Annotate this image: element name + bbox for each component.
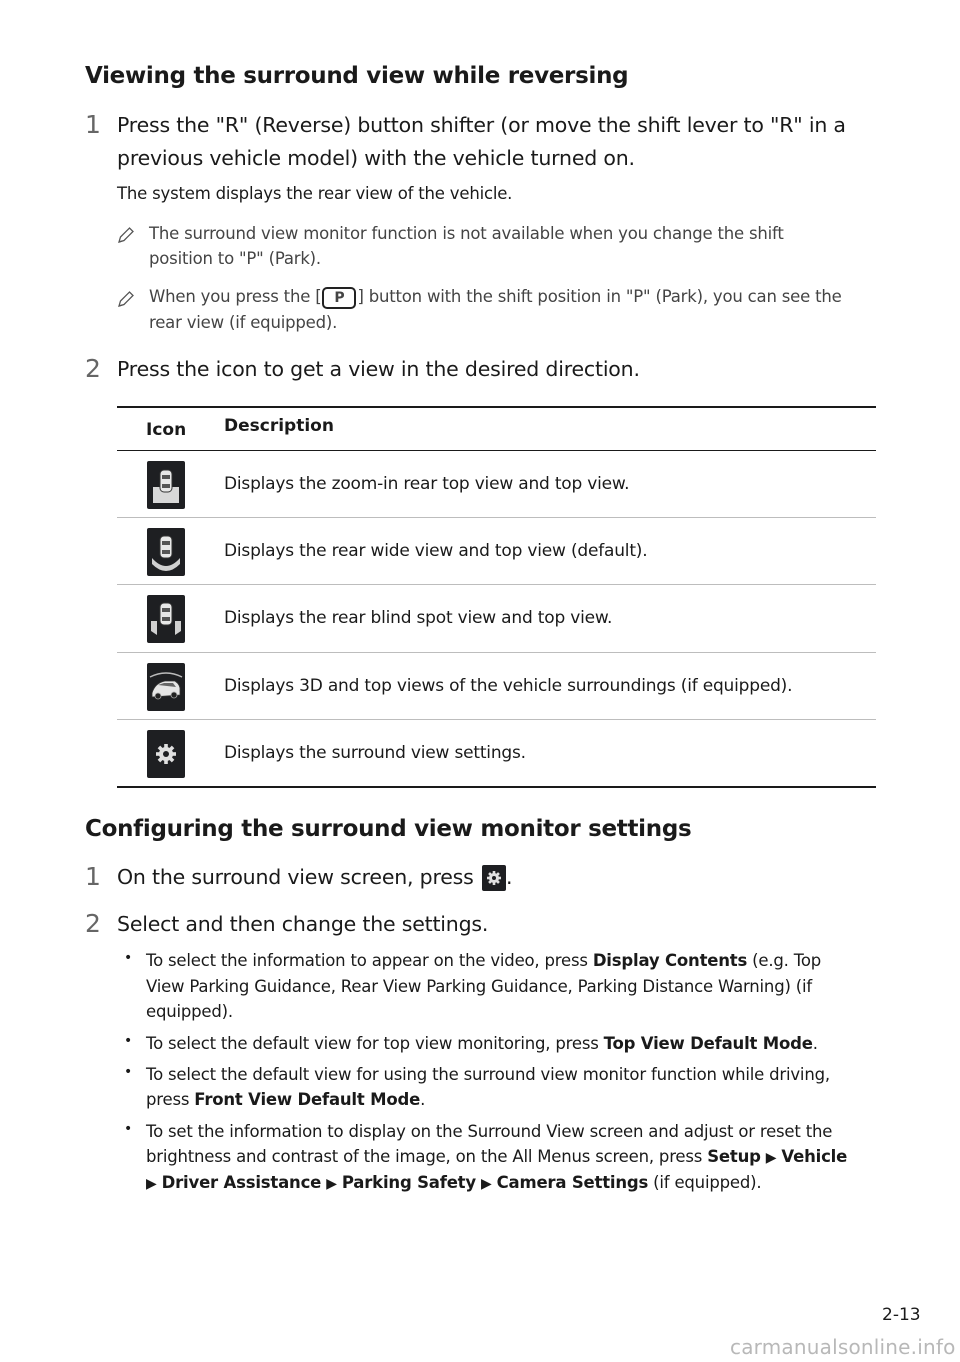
display-contents-label: Display Contents <box>592 951 748 970</box>
note-1-line-2: position to "P" (Park). <box>149 249 321 268</box>
step-1-line-1: Press the "R" (Reverse) button shifter (or move the shift lever to "R" in a <box>117 113 846 137</box>
table-row-divider <box>117 584 876 585</box>
arrow-right-icon: ▶ <box>765 1150 777 1166</box>
watermark: carmanualsonline.info <box>730 1335 956 1359</box>
note-2-line-1 <box>149 284 842 309</box>
bullet-text: . <box>812 1034 818 1053</box>
top-view-default-mode-label: Top View Default Mode <box>603 1034 813 1053</box>
parking-safety-label: Parking Safety <box>341 1173 476 1192</box>
step-number: 2 <box>85 354 101 383</box>
bullet-dot: • <box>124 1033 133 1049</box>
note-1-line-1: The surround view monitor function is not available when you change the shift <box>149 224 784 243</box>
step-number: 1 <box>85 862 101 891</box>
bullet-text: . <box>420 1090 426 1109</box>
bullet-1-line-3: equipped). <box>146 1002 233 1021</box>
bullet-text: brightness and contrast of the image, on the All Menus screen, press <box>146 1147 708 1166</box>
table-row-divider <box>117 652 876 653</box>
step-number: 2 <box>85 909 101 938</box>
table-row-desc: Displays the zoom-in rear top view and top view. <box>224 474 630 494</box>
park-button-icon: P <box>322 287 356 309</box>
note-pencil-icon <box>116 225 136 245</box>
rear-blind-spot-view-icon <box>147 595 185 643</box>
arrow-right-icon: ▶ <box>146 1176 157 1192</box>
camera-settings-label: Camera Settings <box>496 1173 649 1192</box>
settings-step-1-text: On the surround view screen, press <box>117 865 474 889</box>
table-row-desc: Displays the surround view settings. <box>224 743 526 763</box>
bullet-text: (e.g. Top <box>747 951 821 970</box>
step-1-body: The system displays the rear view of the vehicle. <box>117 184 513 203</box>
table-header-rule <box>117 450 876 451</box>
bullet-2-line-1 <box>146 1031 818 1056</box>
front-view-default-mode-label: Front View Default Mode <box>194 1090 421 1109</box>
section-title-settings: Configuring the surround view monitor settings <box>85 816 692 842</box>
3d-view-icon <box>147 663 185 711</box>
settings-gear-icon <box>147 730 185 778</box>
note-2-text-after: ] button with the shift position in "P" (Park), you can see the <box>357 287 842 306</box>
bullet-dot: • <box>124 950 133 966</box>
zoom-rear-top-view-icon <box>147 461 185 509</box>
bullet-text: To select the default view for top view monitoring, press <box>146 1034 604 1053</box>
bullet-1-line-1 <box>146 948 821 973</box>
settings-gear-icon <box>482 865 506 891</box>
bullet-1-line-2: View Parking Guidance, Rear View Parking Guidance, Parking Distance Warning) (if <box>146 977 812 996</box>
table-header-icon: Icon <box>146 420 187 440</box>
settings-step-1-period: . <box>505 865 513 889</box>
bullet-3-line-2 <box>146 1087 425 1112</box>
step-1-line-2: previous vehicle model) with the vehicle turned on. <box>117 146 635 170</box>
bullet-3-line-1: To select the default view for using the surround view monitor function while driving, <box>146 1065 830 1084</box>
table-header-description: Description <box>224 416 334 436</box>
arrow-right-icon: ▶ <box>326 1176 337 1192</box>
page-number: 2-13 <box>882 1305 921 1325</box>
table-row-desc: Displays the rear wide view and top view (default). <box>224 541 648 561</box>
bullet-text: To select the information to appear on the video, press <box>146 951 593 970</box>
bullet-text: (if equipped). <box>648 1173 762 1192</box>
step-2-text: Press the icon to get a view in the desired direction. <box>117 357 640 381</box>
settings-step-2: Select and then change the settings. <box>117 912 489 936</box>
table-row-divider <box>117 719 876 720</box>
rear-wide-view-icon <box>147 528 185 576</box>
driver-assistance-label: Driver Assistance <box>161 1173 322 1192</box>
note-pencil-icon <box>116 289 136 309</box>
bullet-4-line-3 <box>146 1170 761 1197</box>
table-top-rule <box>117 406 876 408</box>
table-row-desc: Displays the rear blind spot view and top view. <box>224 608 613 628</box>
section-title-reversing: Viewing the surround view while reversing <box>85 63 629 89</box>
table-row-divider <box>117 517 876 518</box>
step-number: 1 <box>85 110 101 139</box>
bullet-text: press <box>146 1090 195 1109</box>
bullet-dot: • <box>124 1064 133 1080</box>
setup-menu-label: Setup <box>707 1147 761 1166</box>
bullet-4-line-2 <box>146 1144 847 1171</box>
note-2-text-before: When you press the [ <box>149 287 322 306</box>
arrow-right-icon: ▶ <box>480 1176 492 1192</box>
note-2-line-2: rear view (if equipped). <box>149 313 338 332</box>
vehicle-menu-label: Vehicle <box>781 1147 848 1166</box>
bullet-dot: • <box>124 1121 133 1137</box>
bullet-4-line-1: To set the information to display on the Surround View screen and adjust or reset the <box>146 1122 833 1141</box>
table-row-desc: Displays 3D and top views of the vehicle surroundings (if equipped). <box>224 676 793 696</box>
table-bottom-rule <box>117 786 876 788</box>
settings-step-1 <box>117 861 512 894</box>
